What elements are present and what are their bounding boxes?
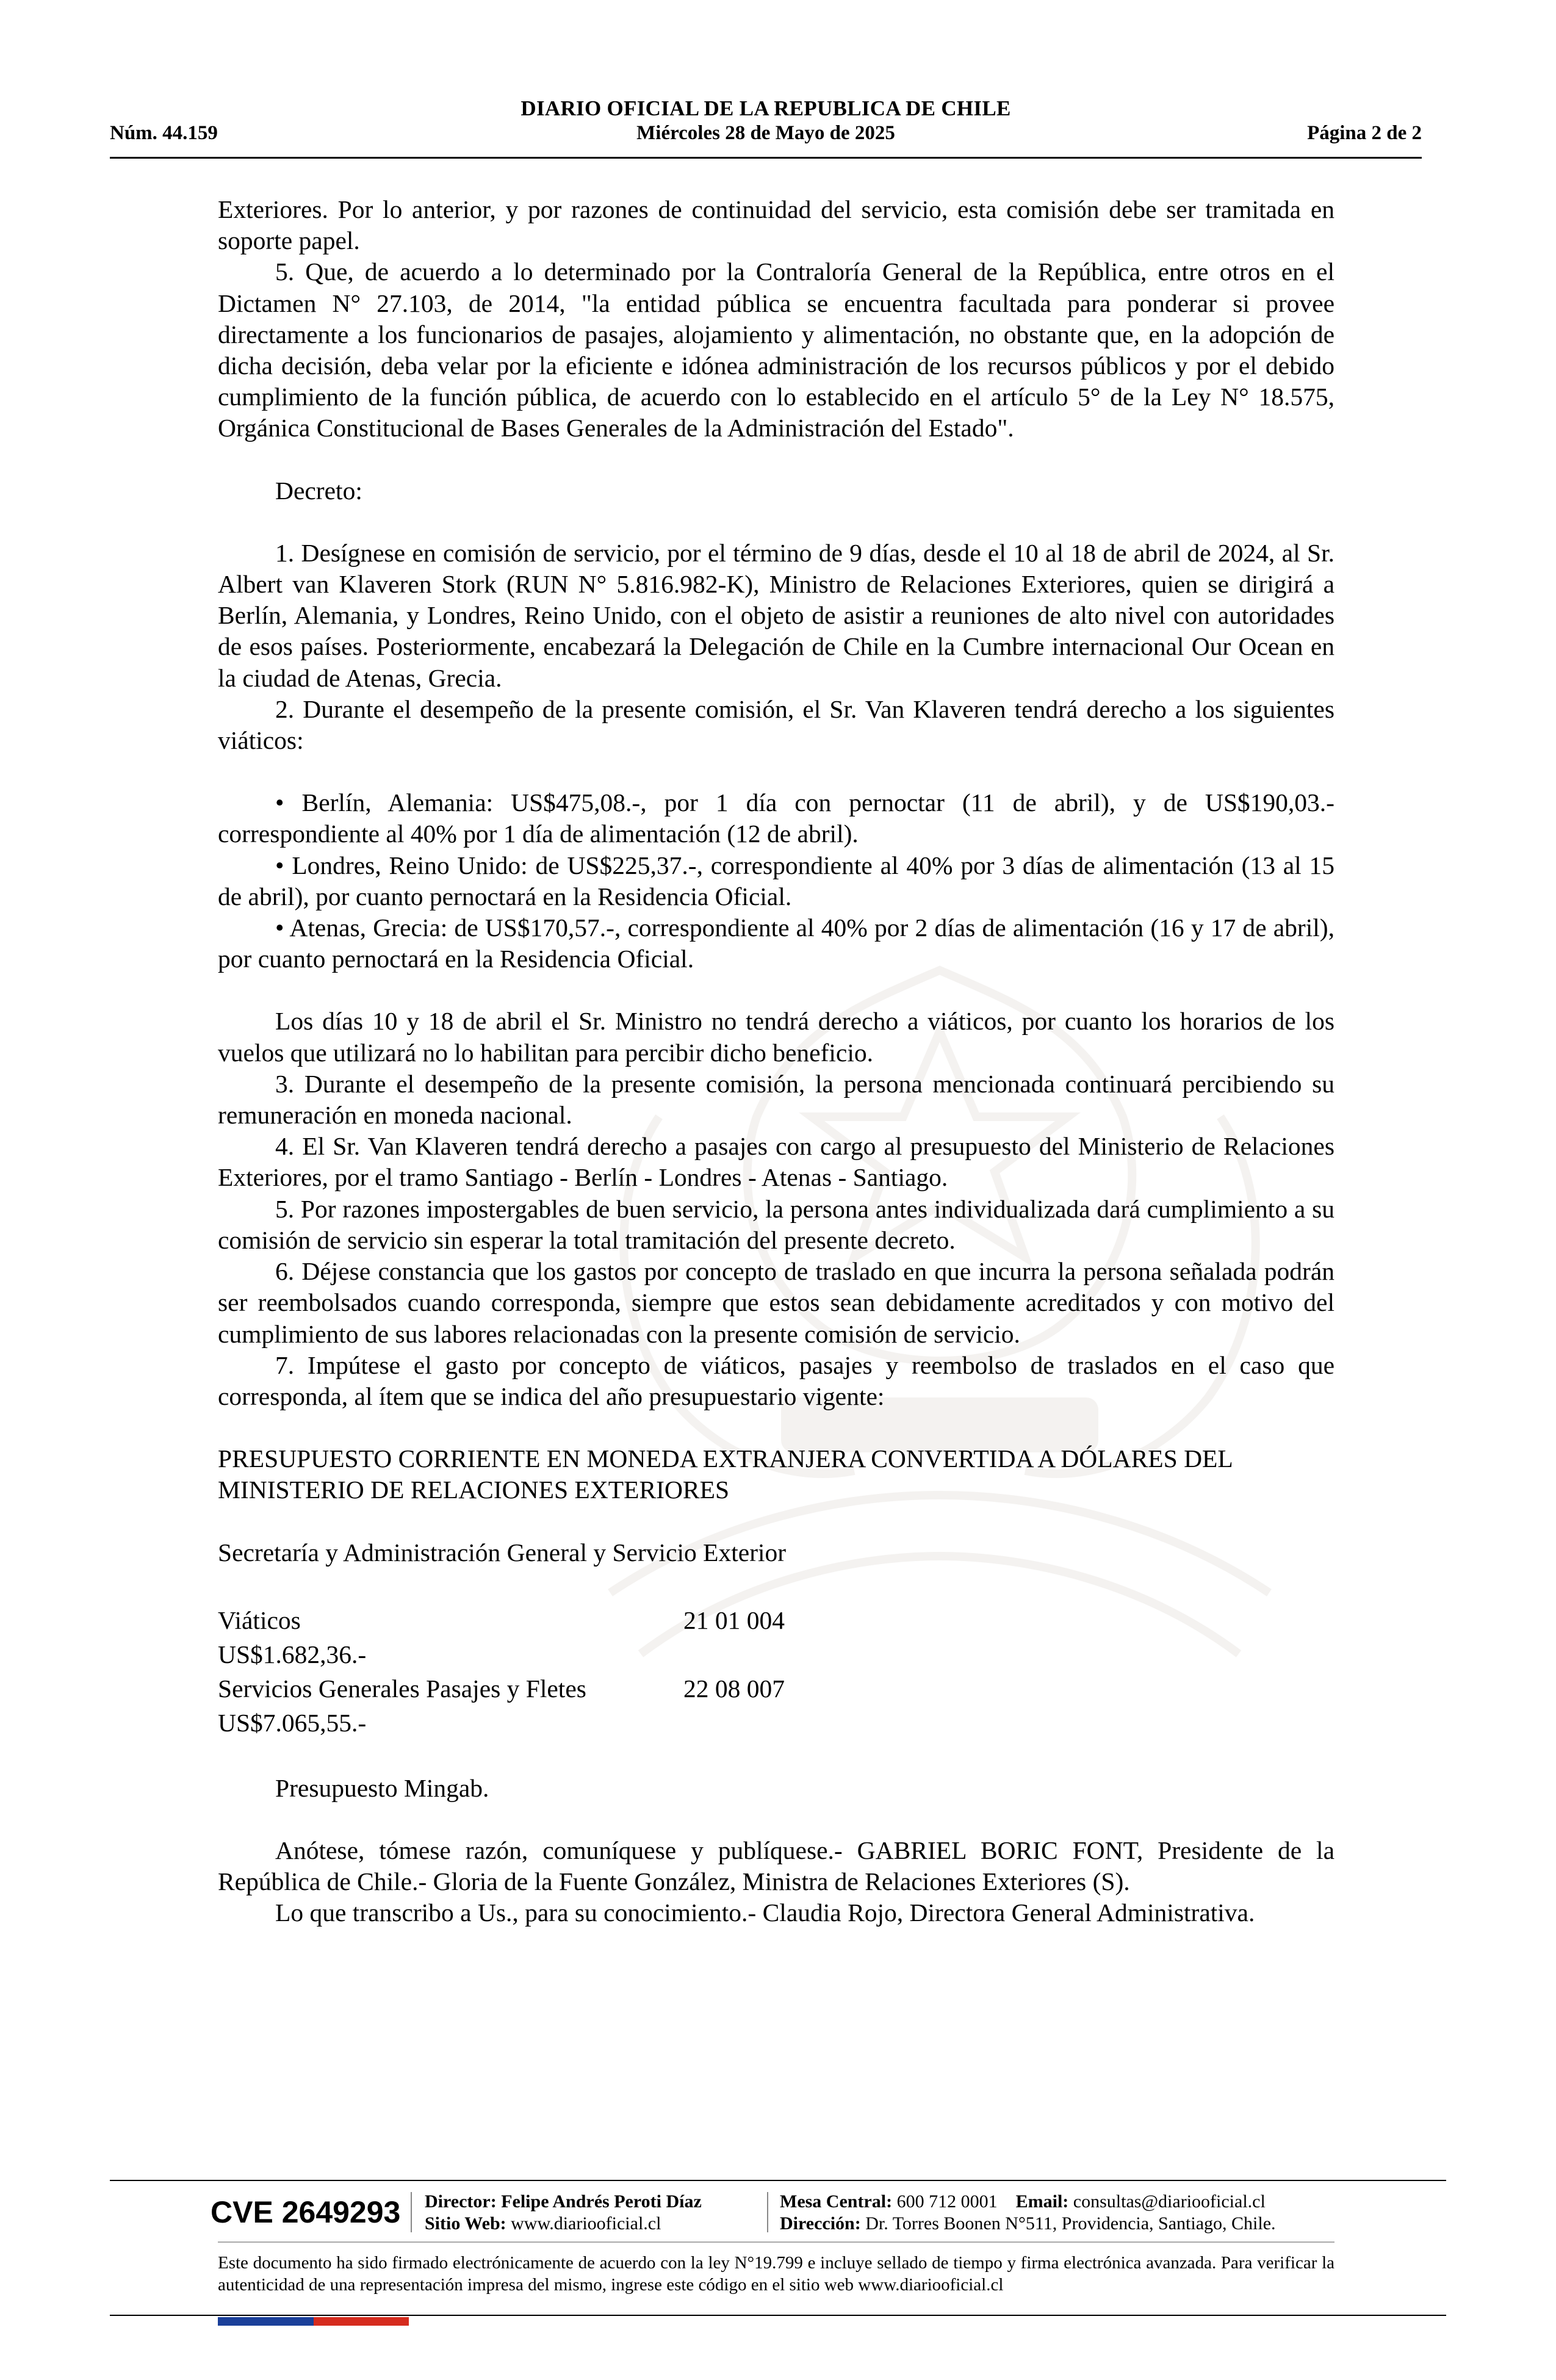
footer-contact-block (780, 2191, 1276, 2235)
paragraph-dias-sin-viatico: Los días 10 y 18 de abril el Sr. Ministro no tendrá derecho a viáticos, por cuanto los horarios de los vuelos que utilizará no lo habilitan para percibir dicho beneficio. (218, 1007, 1334, 1067)
budget-title: PRESUPUESTO CORRIENTE EN MONEDA EXTRANJERA CONVERTIDA A DÓLARES DEL MINISTERIO DE RELACIONES EXTERIORES (218, 1444, 1233, 1504)
paragraph-anotese: Anótese, tómese razón, comuníquese y publíquese.- GABRIEL BORIC FONT, Presidente de la República de Chile.- Gloria de la Fuente González, Ministra de Relaciones Exteriores (S). (218, 1836, 1334, 1896)
email-label: Email: (1015, 2191, 1069, 2212)
header-divider (110, 157, 1422, 159)
director-label: Director: (425, 2191, 497, 2212)
page-indicator: Página 2 de 2 (1307, 122, 1422, 144)
budget-item-label: Viáticos (218, 1606, 301, 1634)
budget-table (218, 1605, 1334, 1742)
budget-row-amount (218, 1639, 1334, 1673)
page-header (110, 92, 1422, 159)
footer-director-block (425, 2191, 702, 2235)
email-link[interactable]: consultas@diariooficial.cl (1073, 2191, 1266, 2212)
footer-separator (411, 2192, 412, 2232)
article-2: 2. Durante el desempeño de la presente comisión, el Sr. Van Klaveren tendrá derecho a los siguientes viáticos: (218, 694, 1334, 755)
electronic-signature-notice: Este documento ha sido firmado electrónicamente de acuerdo con la ley N°19.799 e incluye sellado de tiempo y firma electrónica avanzada. Para verificar la autenticidad de una representación impresa del mismo, ingrese este código en el sitio web www.diariooficial.cl (218, 2253, 1334, 2295)
issue-date: Miércoles 28 de Mayo de 2025 (636, 122, 895, 144)
paragraph-considerando-5: 5. Que, de acuerdo a lo determinado por la Contraloría General de la República, entre otros en el Dictamen N° 27.103, de 2014, "la entidad pública se encuentra facultada para ponderar si provee directamente a los funcionarios de pasajes, alojamiento y alimentación, no obstante que, en la adopción de dicha decisión, deba velar por la eficiente e idónea administración de los recursos públicos y por el debido cumplimiento de la función pública, de acuerdo con lo establecido en el artículo 5° de la Ley N° 18.575, Orgánica Constitucional de Bases Generales de la Administración del Estado". (218, 258, 1334, 442)
article-4: 4. El Sr. Van Klaveren tendrá derecho a pasajes con cargo al presupuesto del Ministerio de Relaciones Exteriores, por el tramo Santiago - Berlín - Londres - Atenas - Santiago. (218, 1132, 1334, 1192)
issue-number: Núm. 44.159 (110, 122, 218, 144)
decreto-heading: Decreto: (275, 476, 362, 505)
footer-divider-mid (218, 2241, 1334, 2243)
address-value: Dr. Torres Boonen N°511, Providencia, Santiago, Chile. (865, 2213, 1276, 2234)
director-name: Felipe Andrés Peroti Díaz (501, 2191, 702, 2212)
viatico-berlin: • Berlín, Alemania: US$475,08.-, por 1 día con pernoctar (11 de abril), y de US$190,03.- correspondiente al 40% por 1 día de alimentación (12 de abril). (218, 788, 1334, 848)
article-7: 7. Impútese el gasto por concepto de viáticos, pasajes y reembolso de traslados en el caso que corresponda, al ítem que se indica del año presupuestario vigente: (218, 1350, 1334, 1410)
article-1: 1. Desígnese en comisión de servicio, por el término de 9 días, desde el 10 al 18 de abril de 2024, al Sr. Albert van Klaveren Stork (RUN N° 5.816.982-K), Ministro de Relaciones Exteriores, quien se dirigirá a Berlín, Alemania, y Londres, Reino Unido, con el objeto de asistir a reuniones de alto nivel con autoridades de esos países. Posteriormente, encabezará la Delegación de Chile en la Cumbre internacional Our Ocean en la ciudad de Atenas, Grecia. (218, 538, 1334, 692)
paragraph-transcribo: Lo que transcribo a Us., para su conocimiento.- Claudia Rojo, Directora General Administrativa. (275, 1899, 1255, 1927)
footer-divider-bottom (110, 2315, 1446, 2316)
mesa-central-phone: 600 712 0001 (896, 2191, 998, 2212)
footer-divider-top (110, 2180, 1446, 2181)
budget-item-label: Servicios Generales Pasajes y Fletes (218, 1674, 586, 1703)
flag-blue-band (218, 2317, 314, 2326)
budget-row-label (218, 1673, 1334, 1707)
budget-item-amount: US$7.065,55.- (218, 1708, 367, 1737)
viatico-atenas: • Atenas, Grecia: de US$170,57.-, correspondiente al 40% por 2 días de alimentación (16 y 17 de abril), por cuanto pernoctará en la Residencia Oficial. (218, 914, 1334, 973)
budget-row-label (218, 1605, 1334, 1639)
cve-code: CVE 2649293 (211, 2195, 401, 2229)
article-6: 6. Déjese constancia que los gastos por concepto de traslado en que incurra la persona señalada podrán ser reembolsados cuando corresponda, siempre que estos sean debidamente acreditados y con motivo del cumplimiento de sus labores relacionadas con la presente comisión de servicio. (218, 1257, 1334, 1348)
footer-separator (767, 2192, 768, 2232)
budget-row-amount (218, 1707, 1334, 1742)
budget-item-code: 22 08 007 (683, 1674, 785, 1703)
gazette-title: DIARIO OFICIAL DE LA REPUBLICA DE CHILE (520, 96, 1011, 120)
budget-subtitle: Secretaría y Administración General y Servicio Exterior (218, 1538, 787, 1567)
budget-item-amount: US$1.682,36.- (218, 1640, 367, 1668)
website-label: Sitio Web: (425, 2213, 506, 2234)
flag-red-band (314, 2317, 409, 2326)
website-link[interactable]: www.diariooficial.cl (511, 2213, 661, 2234)
paragraph-continuation: Exteriores. Por lo anterior, y por razones de continuidad del servicio, esta comisión debe ser tramitada en soporte papel. (218, 195, 1334, 255)
budget-item-code: 21 01 004 (683, 1606, 785, 1634)
article-5: 5. Por razones impostergables de buen servicio, la persona antes individualizada dará cumplimiento a su comisión de servicio sin esperar la total tramitación del presente decreto. (218, 1194, 1334, 1254)
decree-body (218, 194, 1334, 1929)
address-label: Dirección: (780, 2213, 861, 2234)
mesa-central-label: Mesa Central: (780, 2191, 893, 2212)
chile-flag-stripe (218, 2317, 409, 2326)
article-3: 3. Durante el desempeño de la presente comisión, la persona mencionada continuará percibiendo su remuneración en moneda nacional. (218, 1069, 1334, 1130)
paragraph-presupuesto-mingab: Presupuesto Mingab. (275, 1773, 489, 1802)
viatico-londres: • Londres, Reino Unido: de US$225,37.-, correspondiente al 40% por 3 días de alimentación (13 al 15 de abril), por cuanto pernoctará en la Residencia Oficial. (218, 851, 1334, 911)
